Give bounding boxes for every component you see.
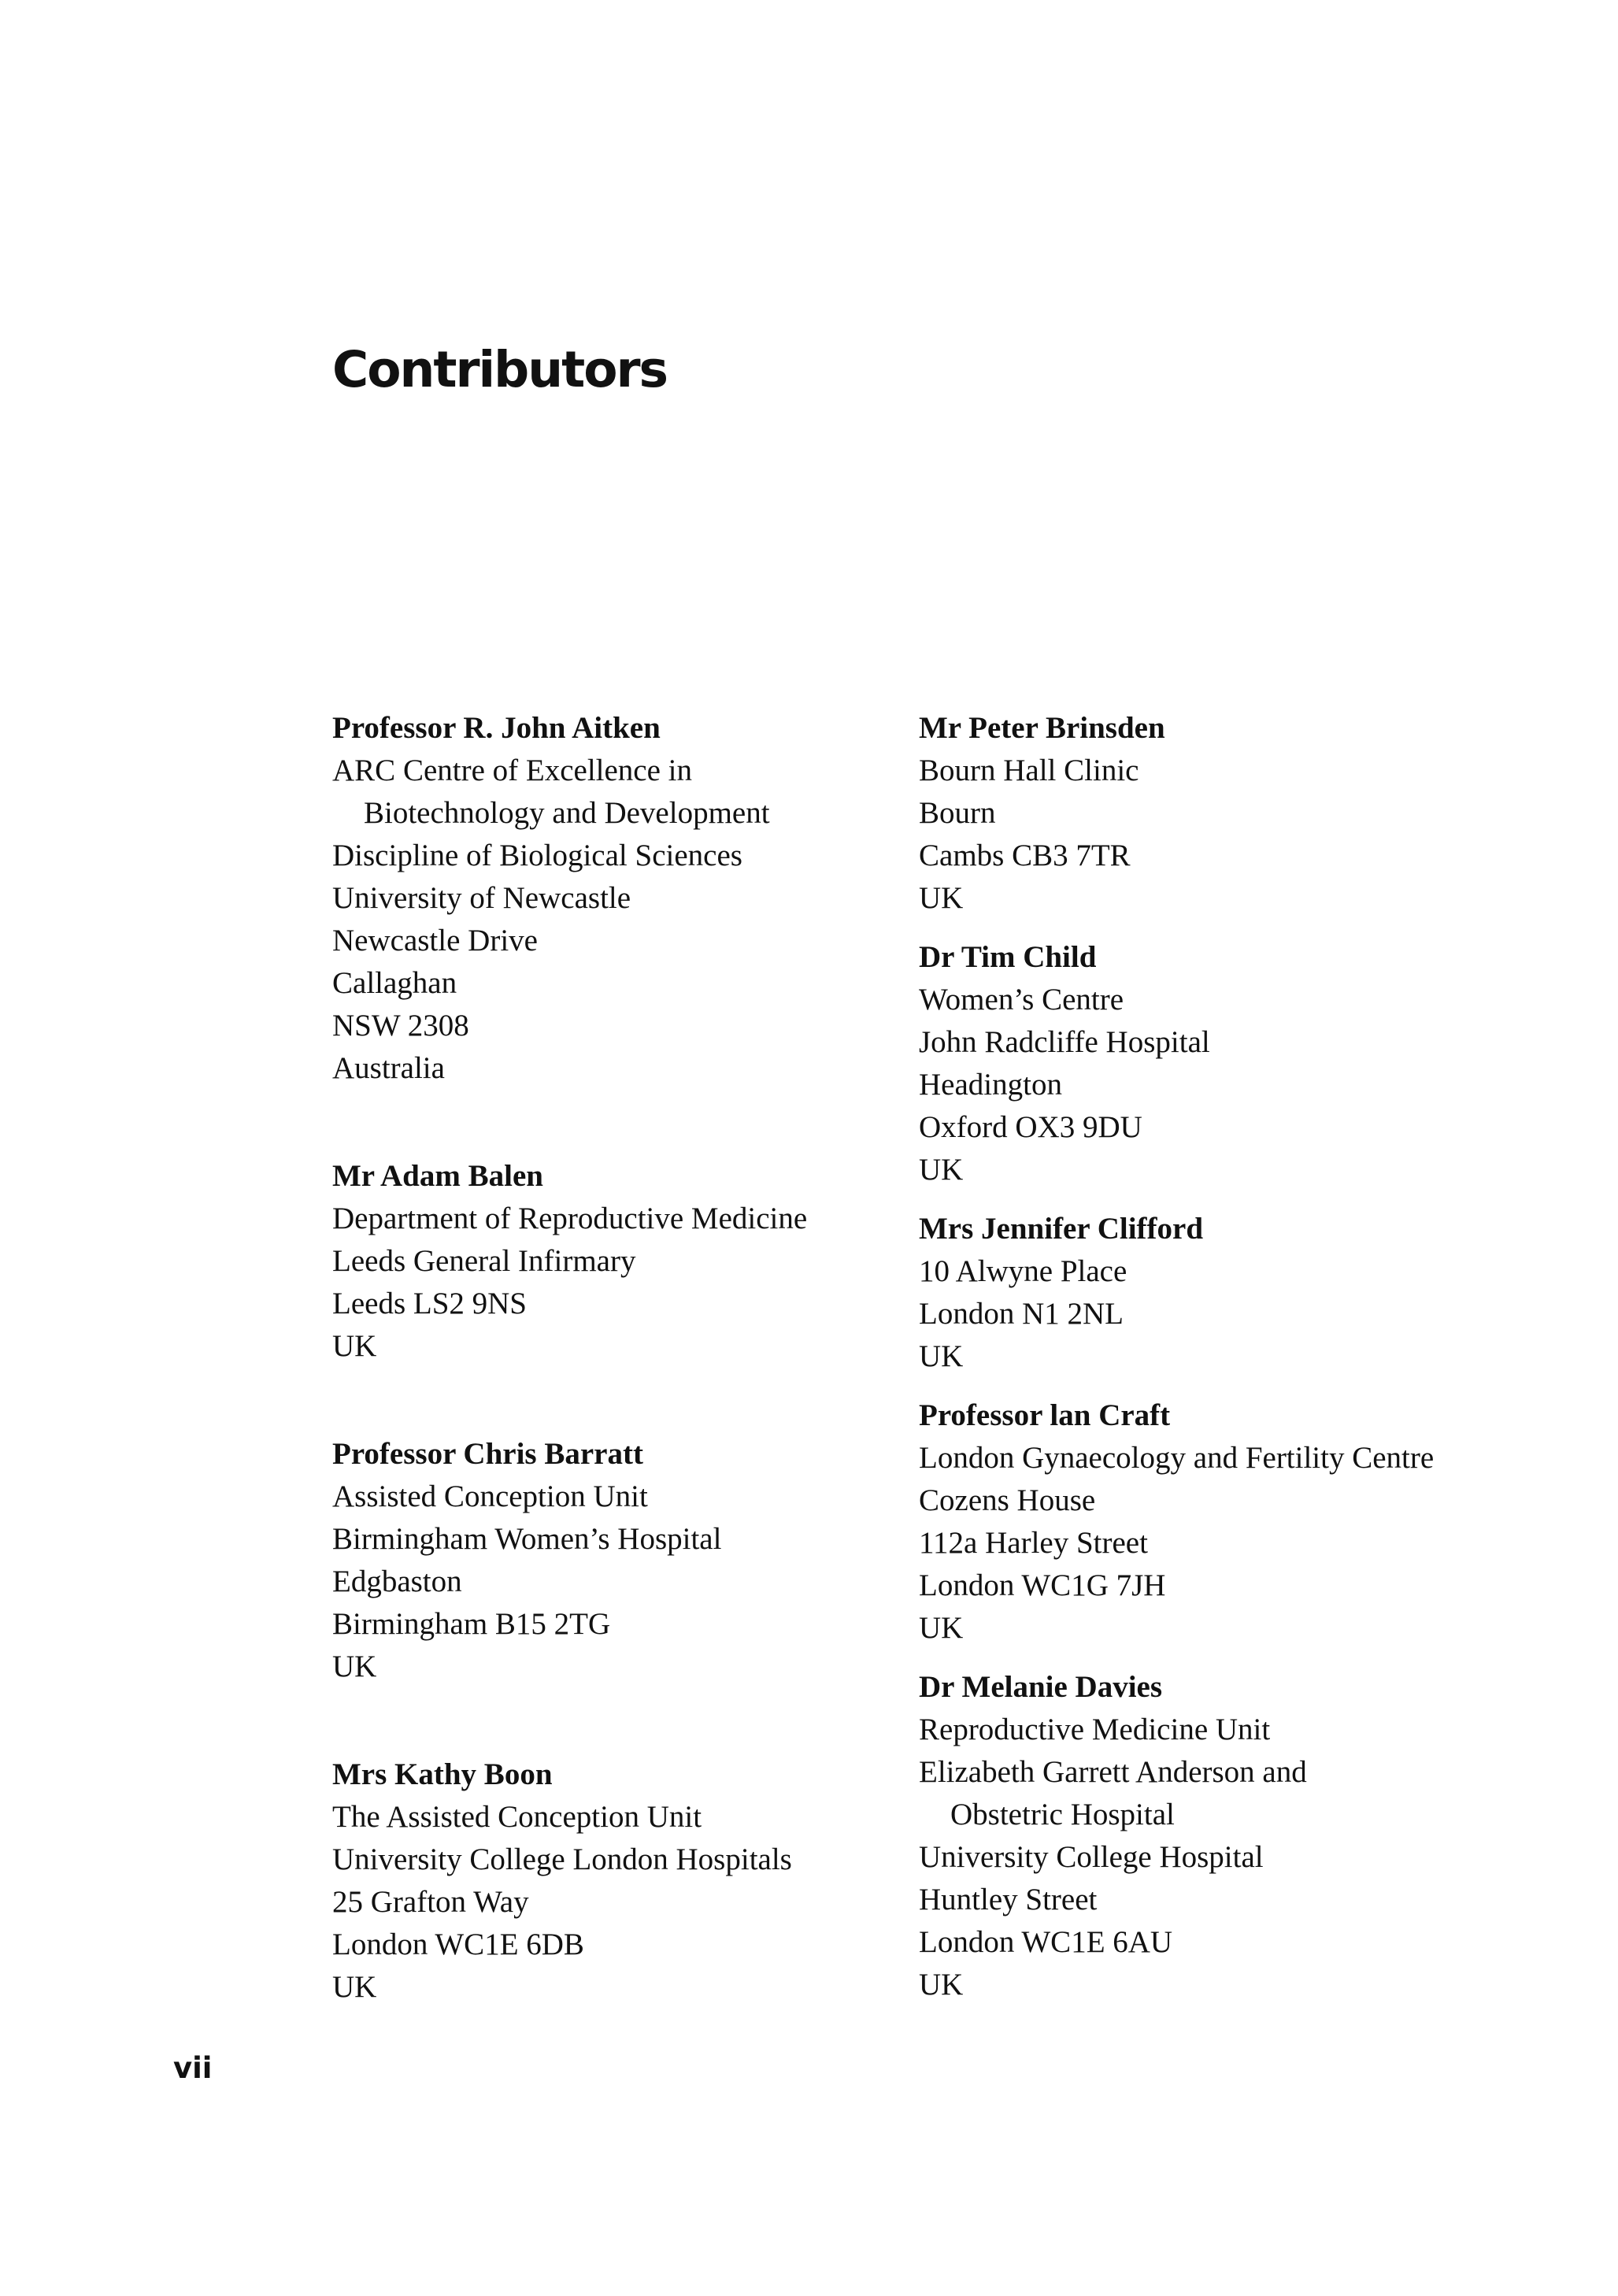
address-line: London WC1G 7JH <box>919 1568 1166 1602</box>
address-line: UK <box>919 1339 964 1373</box>
contributor-entry <box>919 1394 1596 1650</box>
contributor-name: Dr Melanie Davies <box>919 1670 1163 1704</box>
address-line: Cambs CB3 7TR <box>919 839 1131 872</box>
contributor-entry <box>919 1666 1596 2006</box>
address-line: London N1 2NL <box>919 1297 1124 1331</box>
contributor-name: Professor R. John Aitken <box>332 711 661 745</box>
address-line: Bourn Hall Clinic <box>919 754 1139 787</box>
page-title: Contributors <box>332 341 668 398</box>
contributor-entry <box>332 1155 883 1368</box>
contributor-entry <box>332 1753 883 2009</box>
address-line: 25 Grafton Way <box>332 1885 529 1919</box>
address-line: NSW 2308 <box>332 1009 469 1042</box>
contributors-right-column <box>919 707 1596 2006</box>
address-line: John Radcliffe Hospital <box>919 1025 1210 1059</box>
address-line: UK <box>332 1650 377 1683</box>
address-line: Birmingham Women’s Hospital <box>332 1522 722 1556</box>
address-line: Leeds LS2 9NS <box>332 1287 527 1320</box>
address-line: 10 Alwyne Place <box>919 1254 1127 1288</box>
address-line: UK <box>332 1329 377 1363</box>
address-line: UK <box>919 1611 964 1645</box>
address-line: Leeds General Infirmary <box>332 1244 636 1278</box>
address-line: UK <box>919 881 964 915</box>
address-line: Huntley Street <box>919 1883 1098 1916</box>
address-line: UK <box>919 1153 964 1187</box>
contributor-name: Dr Tim Child <box>919 940 1097 974</box>
address-line: Birmingham B15 2TG <box>332 1607 611 1641</box>
contributor-name: Professor lan Craft <box>919 1398 1171 1432</box>
address-line: Australia <box>332 1051 445 1085</box>
contributor-entry <box>919 936 1596 1191</box>
address-line: London WC1E 6DB <box>332 1928 584 1961</box>
address-line: UK <box>919 1968 964 2002</box>
page-number: vii <box>173 2051 213 2085</box>
address-line: Biotechnology and Development <box>364 796 770 830</box>
contributor-name: Mr Peter Brinsden <box>919 711 1165 745</box>
address-line: Edgbaston <box>332 1565 462 1598</box>
address-line: Cozens House <box>919 1483 1096 1517</box>
address-line: Assisted Conception Unit <box>332 1479 648 1513</box>
address-line: Oxford OX3 9DU <box>919 1110 1142 1144</box>
address-line: Newcastle Drive <box>332 924 538 957</box>
address-line: University of Newcastle <box>332 881 631 915</box>
address-line: UK <box>332 1970 377 2004</box>
address-line: Obstetric Hospital <box>950 1798 1175 1831</box>
address-line: ARC Centre of Excellence in <box>332 754 693 787</box>
contributor-name: Professor Chris Barratt <box>332 1437 643 1471</box>
contributor-entry <box>919 1208 1596 1378</box>
address-line: Women’s Centre <box>919 983 1124 1017</box>
address-line: Department of Reproductive Medicine <box>332 1202 808 1235</box>
contributor-name: Mrs Kathy Boon <box>332 1757 553 1791</box>
contributor-entry <box>332 707 883 1090</box>
address-line: Discipline of Biological Sciences <box>332 839 742 872</box>
address-line: London WC1E 6AU <box>919 1925 1173 1959</box>
address-line: Bourn <box>919 796 996 830</box>
address-line: London Gynaecology and Fertility Centre <box>919 1441 1435 1475</box>
contributor-name: Mrs Jennifer Clifford <box>919 1212 1204 1246</box>
address-line: Reproductive Medicine Unit <box>919 1713 1271 1746</box>
address-line: Elizabeth Garrett Anderson and <box>919 1755 1307 1789</box>
address-line: Headington <box>919 1068 1062 1102</box>
address-line: The Assisted Conception Unit <box>332 1800 702 1834</box>
address-line: 112a Harley Street <box>919 1526 1148 1560</box>
address-line: Callaghan <box>332 966 457 1000</box>
address-line: University College London Hospitals <box>332 1842 792 1876</box>
contributors-left-column <box>332 707 883 2009</box>
contributor-name: Mr Adam Balen <box>332 1159 543 1193</box>
contributor-entry <box>332 1433 883 1688</box>
contributor-entry <box>919 707 1596 920</box>
address-line: University College Hospital <box>919 1840 1264 1874</box>
